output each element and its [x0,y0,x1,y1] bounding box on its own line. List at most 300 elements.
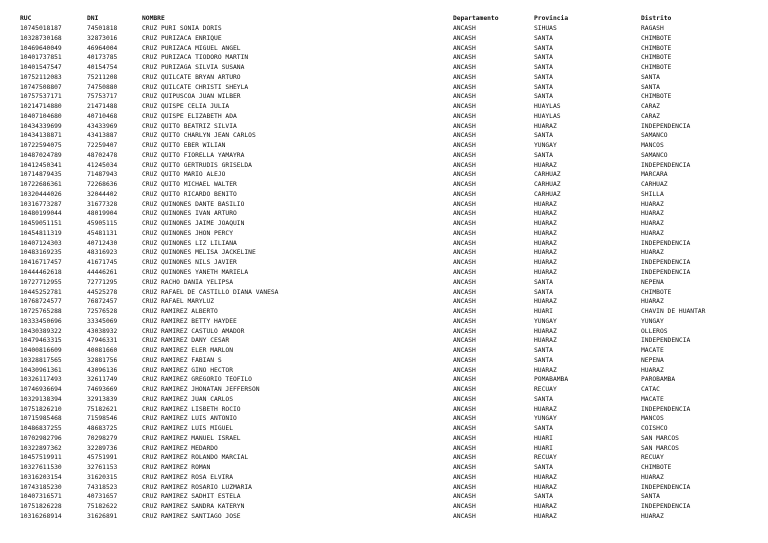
cell-ruc: 10727712955 [20,278,62,286]
table-row [0,435,768,443]
cell-nombre: CRUZ RAMIREZ ROMAN [142,464,211,472]
cell-distrito: INDEPENDENCIA [641,122,691,130]
cell-provincia: SANTA [534,347,553,355]
cell-dni: 33345069 [87,317,118,325]
header-nombre: NOMBRE [142,15,165,22]
cell-departamento: ANCASH [453,210,476,218]
cell-distrito: SANTA [641,493,660,501]
cell-ruc: 10329138394 [20,395,62,403]
cell-dni: 48683725 [87,425,118,433]
cell-nombre: CRUZ QUIÑONES YANETH MARIELA [142,269,249,276]
table-row [0,132,768,140]
cell-distrito: HUARAZ [641,210,664,218]
table-row [0,367,768,375]
table-row [0,308,768,316]
cell-provincia: CARHUAZ [534,190,561,198]
cell-ruc: 10328730168 [20,34,62,42]
table-row [0,103,768,111]
cell-nombre: CRUZ QUITO RICARDO BENITO [142,190,237,198]
cell-dni: 44525278 [87,288,118,296]
cell-provincia: SANTA [534,73,553,81]
cell-dni: 40731657 [87,493,118,501]
cell-dni: 31677328 [87,200,118,208]
cell-dni: 43413887 [87,132,118,140]
cell-ruc: 10702982796 [20,434,62,442]
cell-nombre: CRUZ RAMIREZ JUAN CARLOS [142,395,233,403]
table-row [0,386,768,394]
cell-distrito: PAROBAMBA [641,376,676,384]
cell-nombre: CRUZ PURIZAGA SILVIA SUSANA [142,64,245,72]
cell-dni: 32913839 [87,395,118,403]
cell-ruc: 10407124303 [20,239,62,247]
cell-dni: 32761153 [87,464,118,472]
cell-distrito: COISHCO [641,425,668,433]
cell-dni: 43433969 [87,122,118,130]
cell-dni: 45751991 [87,454,118,462]
table-row [0,84,768,92]
cell-ruc: 10401737851 [20,54,62,62]
cell-provincia: HUARAZ [534,220,557,228]
cell-distrito: SAMANCO [641,132,668,140]
cell-provincia: SANTA [534,395,553,403]
cell-ruc: 10320444026 [20,190,62,198]
cell-departamento: ANCASH [453,103,476,111]
cell-ruc: 10745018187 [20,25,62,32]
cell-dni: 75211208 [87,73,118,81]
cell-ruc: 10768724577 [20,298,62,306]
cell-provincia: SANTA [534,493,553,501]
cell-ruc: 10430961361 [20,366,62,374]
header-provincia: Provincia [534,15,569,22]
cell-nombre: CRUZ QUIÑONES MELISA JACKELINE [142,249,256,257]
cell-nombre: CRUZ RAMIREZ SANDRA KATERYN [142,503,245,511]
cell-nombre: CRUZ RAMIREZ ROSA ELVIRA [142,473,233,481]
cell-dni: 71487943 [87,171,118,179]
cell-distrito: MANCOS [641,415,664,423]
cell-distrito: CHIMBOTE [641,93,672,101]
cell-nombre: CRUZ QUIPUSCOA JUAN WILBER [142,93,241,101]
table-row [0,240,768,248]
table-row [0,318,768,326]
cell-provincia: HUARAZ [534,259,557,267]
cell-ruc: 10333450696 [20,317,62,325]
cell-ruc: 10480199044 [20,210,62,218]
header-departamento: Departamento [453,15,499,22]
cell-ruc: 10757537171 [20,93,62,101]
table-row [0,474,768,482]
cell-ruc: 10746936694 [20,386,62,394]
cell-provincia: SANTA [534,64,553,72]
cell-provincia: HUARI [534,444,553,452]
cell-nombre: CRUZ RAFAEL MARYLUZ [142,298,215,306]
cell-departamento: ANCASH [453,415,476,423]
cell-nombre: CRUZ PURIZACA TIODORO MARTIN [142,54,249,62]
cell-provincia: HUARAZ [534,483,557,491]
cell-departamento: ANCASH [453,464,476,472]
cell-ruc: 10457519911 [20,454,62,462]
cell-provincia: SANTA [534,93,553,101]
cell-departamento: ANCASH [453,444,476,452]
cell-provincia: HUARAZ [534,327,557,335]
cell-departamento: ANCASH [453,54,476,62]
cell-nombre: CRUZ RACHO DANIA YELIPSA [142,278,233,286]
table-row [0,142,768,150]
cell-provincia: SANTA [534,278,553,286]
header-dni: DNI [87,15,99,22]
cell-nombre: CRUZ RAMIREZ ALBERTO [142,308,218,316]
table-row [0,35,768,43]
cell-ruc: 10327611530 [20,464,62,472]
cell-provincia: SANTA [534,425,553,433]
cell-ruc: 10483169235 [20,249,62,257]
cell-distrito: INDEPENDENCIA [641,161,691,169]
cell-distrito: INDEPENDENCIA [641,503,691,511]
cell-distrito: CHIMBOTE [641,54,672,62]
cell-departamento: ANCASH [453,171,476,179]
cell-nombre: CRUZ QUITO GERTRUDIS GRISELDA [142,161,252,169]
table-row [0,445,768,453]
cell-distrito: HUARAZ [641,249,664,257]
cell-ruc: 10416717457 [20,259,62,267]
cell-nombre: CRUZ QUILCATE CHRISTI SHEYLA [142,83,249,91]
cell-ruc: 10412450341 [20,161,62,169]
table-row [0,289,768,297]
cell-dni: 31620315 [87,473,118,481]
cell-departamento: ANCASH [453,493,476,501]
cell-provincia: HUARAZ [534,337,557,345]
cell-nombre: CRUZ QUIÑONES LIZ LILIANA [142,239,237,247]
cell-dni: 21471488 [87,103,118,111]
cell-distrito: CATAC [641,386,660,394]
cell-nombre: CRUZ QUITO MICHAEL WALTER [142,181,237,189]
cell-distrito: SANTA [641,83,660,91]
cell-ruc: 10316268914 [20,513,62,520]
cell-dni: 75182622 [87,503,118,511]
cell-provincia: HUARAZ [534,513,557,520]
header-ruc: RUC [20,15,32,22]
table-row [0,54,768,62]
cell-dni: 71598546 [87,415,118,423]
cell-ruc: 10725765288 [20,308,62,316]
cell-dni: 46964004 [87,44,118,52]
cell-distrito: CHIMBOTE [641,64,672,72]
cell-ruc: 10316773287 [20,200,62,208]
cell-ruc: 10434138871 [20,132,62,140]
table-row [0,298,768,306]
table-row [0,220,768,228]
cell-provincia: HUARI [534,434,553,442]
cell-distrito: CARAZ [641,103,660,111]
cell-nombre: CRUZ RAMIREZ FABIAN S [142,356,222,364]
cell-departamento: ANCASH [453,278,476,286]
cell-ruc: 10454811319 [20,229,62,237]
cell-ruc: 10444462618 [20,269,62,276]
cell-departamento: ANCASH [453,142,476,150]
cell-dni: 40081660 [87,347,118,355]
cell-provincia: HUARAZ [534,200,557,208]
cell-departamento: ANCASH [453,347,476,355]
cell-provincia: HUARAZ [534,210,557,218]
cell-nombre: CRUZ QUILCATE BRYAN ARTURO [142,73,241,81]
cell-provincia: HUARAZ [534,249,557,257]
cell-departamento: ANCASH [453,239,476,247]
table-header [0,15,768,23]
cell-distrito: HUARAZ [641,513,664,520]
cell-departamento: ANCASH [453,513,476,520]
cell-departamento: ANCASH [453,337,476,345]
cell-distrito: HUARAZ [641,220,664,228]
cell-provincia: HUARAZ [534,405,557,413]
cell-provincia: SANTA [534,44,553,52]
cell-ruc: 10316203154 [20,473,62,481]
cell-provincia: HUAYLAS [534,112,561,120]
cell-distrito: RAGASH [641,25,664,32]
cell-distrito: CARAZ [641,112,660,120]
cell-departamento: ANCASH [453,181,476,189]
cell-distrito: INDEPENDENCIA [641,259,691,267]
cell-departamento: ANCASH [453,503,476,511]
cell-ruc: 10322897362 [20,444,62,452]
cell-nombre: CRUZ QUITO EBER WILIAN [142,142,226,150]
table-row [0,25,768,33]
cell-departamento: ANCASH [453,386,476,394]
cell-departamento: ANCASH [453,83,476,91]
cell-dni: 45481131 [87,229,118,237]
cell-provincia: HUARAZ [534,366,557,374]
cell-departamento: ANCASH [453,308,476,316]
cell-ruc: 10722686361 [20,181,62,189]
table-row [0,191,768,199]
cell-ruc: 10751826228 [20,503,62,511]
cell-departamento: ANCASH [453,473,476,481]
cell-provincia: POMABAMBA [534,376,569,384]
cell-ruc: 10752112083 [20,73,62,81]
table-row [0,415,768,423]
cell-departamento: ANCASH [453,161,476,169]
cell-departamento: ANCASH [453,269,476,276]
table-row [0,259,768,267]
cell-ruc: 10743185230 [20,483,62,491]
cell-dni: 70298279 [87,434,118,442]
cell-distrito: HUARAZ [641,298,664,306]
cell-departamento: ANCASH [453,317,476,325]
cell-dni: 40712430 [87,239,118,247]
cell-dni: 40154754 [87,64,118,72]
cell-distrito: HUARAZ [641,366,664,374]
table-row [0,357,768,365]
table-row [0,210,768,218]
cell-departamento: ANCASH [453,327,476,335]
cell-departamento: ANCASH [453,434,476,442]
cell-departamento: ANCASH [453,356,476,364]
cell-departamento: ANCASH [453,132,476,140]
cell-ruc: 10445252781 [20,288,62,296]
cell-departamento: ANCASH [453,122,476,130]
cell-distrito: CHIMBOTE [641,34,672,42]
cell-departamento: ANCASH [453,366,476,374]
cell-distrito: NEPEÑA [641,356,664,364]
cell-ruc: 10400816609 [20,347,62,355]
cell-distrito: INDEPENDENCIA [641,337,691,345]
cell-dni: 74318523 [87,483,118,491]
table-row [0,328,768,336]
table-row [0,230,768,238]
cell-distrito: NEPEÑA [641,278,664,286]
table-row [0,113,768,121]
cell-dni: 72771295 [87,278,118,286]
cell-departamento: ANCASH [453,73,476,81]
cell-distrito: INDEPENDENCIA [641,269,691,276]
cell-nombre: CRUZ RAMIREZ LISBETH ROCIO [142,405,241,413]
cell-distrito: INDEPENDENCIA [641,483,691,491]
cell-dni: 45905115 [87,220,118,228]
cell-departamento: ANCASH [453,151,476,159]
cell-distrito: HUARAZ [641,229,664,237]
cell-ruc: 10328817565 [20,356,62,364]
table-row [0,171,768,179]
cell-ruc: 10459051151 [20,220,62,228]
table-row [0,93,768,101]
cell-provincia: SANTA [534,34,553,42]
cell-dni: 41245034 [87,161,118,169]
cell-ruc: 10486837255 [20,425,62,433]
table-row [0,464,768,472]
cell-nombre: CRUZ RAMIREZ SADHIT ESTELA [142,493,241,501]
table-row [0,152,768,160]
cell-ruc: 10434339699 [20,122,62,130]
cell-departamento: ANCASH [453,259,476,267]
cell-ruc: 10487024789 [20,151,62,159]
cell-distrito: OLLEROS [641,327,668,335]
cell-departamento: ANCASH [453,64,476,72]
cell-nombre: CRUZ RAMIREZ GREGORIO TEOFILO [142,376,252,384]
table-row [0,454,768,462]
cell-ruc: 10715985468 [20,415,62,423]
cell-dni: 47946331 [87,337,118,345]
table-row [0,249,768,257]
cell-provincia: HUARAZ [534,239,557,247]
cell-distrito: CHIMBOTE [641,44,672,52]
cell-ruc: 10407316571 [20,493,62,501]
cell-provincia: SANTA [534,54,553,62]
table-row [0,64,768,72]
cell-departamento: ANCASH [453,220,476,228]
cell-distrito: MACATE [641,395,664,403]
cell-departamento: ANCASH [453,93,476,101]
cell-dni: 32611749 [87,376,118,384]
cell-provincia: YUNGAY [534,142,557,150]
cell-provincia: SIHUAS [534,25,557,32]
cell-departamento: ANCASH [453,25,476,32]
cell-distrito: INDEPENDENCIA [641,239,691,247]
cell-nombre: CRUZ QUIÑONES JAIME JOAQUIN [142,220,245,228]
cell-dni: 43096136 [87,366,118,374]
table-row [0,347,768,355]
cell-provincia: HUARAZ [534,161,557,169]
cell-departamento: ANCASH [453,112,476,120]
cell-provincia: RECUAY [534,454,557,462]
cell-dni: 72259407 [87,142,118,150]
cell-ruc: 10747508807 [20,83,62,91]
table-row [0,484,768,492]
table-row [0,503,768,511]
cell-provincia: RECUAY [534,386,557,394]
cell-provincia: HUARAZ [534,473,557,481]
cell-dni: 48316923 [87,249,118,257]
cell-dni: 72576528 [87,308,118,316]
cell-provincia: HUARAZ [534,298,557,306]
table-row [0,396,768,404]
cell-provincia: YUNGAY [534,317,557,325]
cell-nombre: CRUZ RAMIREZ ELER MARLON [142,347,233,355]
table-row [0,513,768,521]
cell-departamento: ANCASH [453,190,476,198]
cell-dni: 31626891 [87,513,118,520]
table-row [0,269,768,277]
cell-dni: 48702478 [87,151,118,159]
cell-provincia: SANTA [534,356,553,364]
cell-distrito: CHIMBOTE [641,464,672,472]
table-row [0,279,768,287]
cell-ruc: 10214714880 [20,103,62,111]
cell-dni: 72268636 [87,181,118,189]
cell-distrito: MANCOS [641,142,664,150]
cell-dni: 48019904 [87,210,118,218]
header-distrito: Distrito [641,15,672,22]
cell-provincia: SANTA [534,288,553,296]
cell-departamento: ANCASH [453,483,476,491]
cell-distrito: INDEPENDENCIA [641,405,691,413]
cell-distrito: MACATE [641,347,664,355]
cell-dni: 43038932 [87,327,118,335]
cell-departamento: ANCASH [453,454,476,462]
cell-ruc: 10714879435 [20,171,62,179]
cell-ruc: 10326117493 [20,376,62,384]
cell-dni: 75182621 [87,405,118,413]
cell-distrito: MARCARA [641,171,668,179]
cell-nombre: CRUZ PURIZACA ENRIQUE [142,34,222,42]
cell-nombre: CRUZ RAMIREZ MANUEL ISRAEL [142,434,241,442]
cell-provincia: SANTA [534,83,553,91]
cell-distrito: SAN MARCOS [641,434,679,442]
cell-nombre: CRUZ QUIÑONES JHON PERCY [142,229,233,237]
cell-provincia: CARHUAZ [534,181,561,189]
cell-nombre: CRUZ PURI SONIA DORIS [142,25,222,32]
cell-nombre: CRUZ RAMIREZ MEDARDO [142,444,218,452]
cell-dni: 74501818 [87,25,118,32]
cell-dni: 32289736 [87,444,118,452]
table-row [0,337,768,345]
cell-ruc: 10722594075 [20,142,62,150]
cell-distrito: SANTA [641,73,660,81]
cell-provincia: HUARAZ [534,122,557,130]
cell-dni: 32873016 [87,34,118,42]
table-row [0,45,768,53]
cell-departamento: ANCASH [453,395,476,403]
cell-ruc: 10469640049 [20,44,62,52]
cell-departamento: ANCASH [453,425,476,433]
cell-nombre: CRUZ RAFAEL DE CASTILLO DIANA VANESA [142,288,279,296]
cell-nombre: CRUZ QUISPE ELIZABETH ADA [142,112,237,120]
cell-provincia: SANTA [534,151,553,159]
table-row [0,425,768,433]
cell-provincia: HUARAZ [534,269,557,276]
cell-distrito: SAMANCO [641,151,668,159]
cell-nombre: CRUZ RAMIREZ LUIS MIGUEL [142,425,233,433]
cell-departamento: ANCASH [453,298,476,306]
cell-nombre: CRUZ RAMIREZ GINO HECTOR [142,366,233,374]
table-row [0,493,768,501]
